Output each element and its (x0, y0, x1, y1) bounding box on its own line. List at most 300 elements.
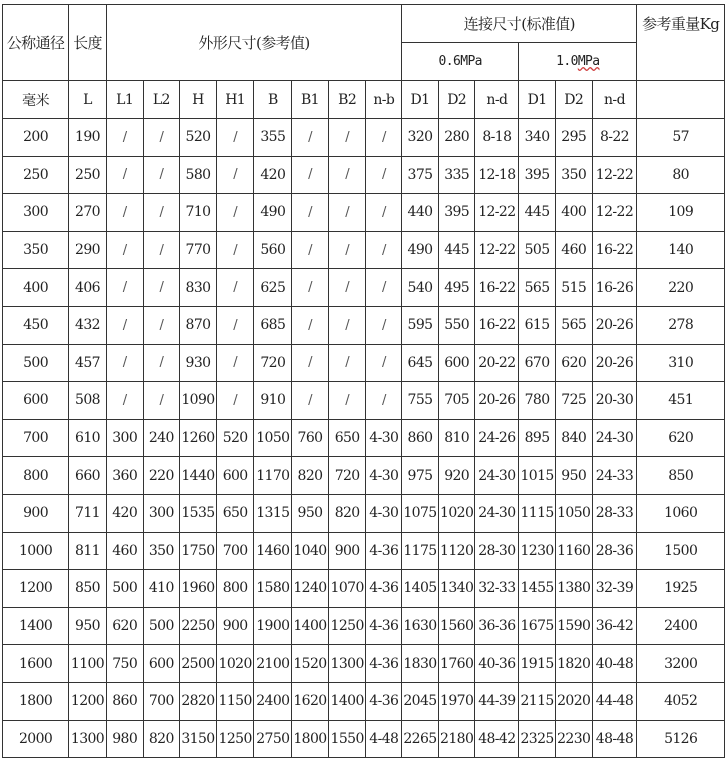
table-cell: 400 (555, 194, 592, 232)
table-cell: 860 (402, 419, 439, 457)
table-cell: 1170 (254, 457, 292, 495)
table-cell: 1675 (519, 607, 556, 645)
table-cell: 620 (637, 419, 725, 457)
table-cell: 550 (438, 306, 475, 344)
table-cell: 2250 (180, 607, 217, 645)
table-cell: 1260 (180, 419, 217, 457)
table-cell: 278 (637, 306, 725, 344)
table-cell: 950 (555, 457, 592, 495)
table-cell: / (216, 382, 254, 420)
table-cell: 457 (69, 344, 107, 382)
table-cell: 1230 (519, 532, 556, 570)
table-cell: / (143, 119, 180, 157)
column-header: H (180, 81, 217, 119)
table-cell: 800 (216, 570, 254, 608)
table-cell: / (143, 382, 180, 420)
table-cell: / (292, 119, 329, 157)
table-cell: 515 (555, 269, 592, 307)
table-cell: 500 (106, 570, 143, 608)
table-row (3, 532, 725, 570)
table-cell: 1550 (328, 720, 366, 758)
table-cell: 1800 (292, 720, 329, 758)
table-cell: 24-33 (592, 457, 637, 495)
table-cell: 975 (402, 457, 439, 495)
table-cell: / (366, 156, 402, 194)
table-cell: / (106, 119, 143, 157)
table-cell: 500 (3, 344, 69, 382)
table-cell: / (328, 231, 366, 269)
table-cell: 900 (216, 607, 254, 645)
table-cell: 445 (438, 231, 475, 269)
table-row (3, 156, 725, 194)
table-cell: 36-42 (592, 607, 637, 645)
table-cell: 870 (180, 306, 217, 344)
table-cell: / (292, 231, 329, 269)
table-cell: 190 (69, 119, 107, 157)
table-cell: / (292, 306, 329, 344)
table-cell: 20-26 (592, 306, 637, 344)
table-cell: / (292, 382, 329, 420)
table-cell: 24-30 (592, 419, 637, 457)
table-cell: 4-30 (366, 457, 402, 495)
table-cell: 44-48 (592, 682, 637, 720)
table-cell: 1300 (328, 645, 366, 683)
table-cell: 700 (3, 419, 69, 457)
table-cell: 595 (402, 306, 439, 344)
table-cell: 350 (143, 532, 180, 570)
header-overall-dims: 外形尺寸(参考值) (106, 5, 401, 81)
table-cell: 1200 (69, 682, 107, 720)
table-cell: 2100 (254, 645, 292, 683)
table-cell: / (292, 156, 329, 194)
table-cell: 1250 (216, 720, 254, 758)
table-cell: 2820 (180, 682, 217, 720)
table-cell: 1455 (519, 570, 556, 608)
table-cell: 505 (519, 231, 556, 269)
table-cell: / (366, 344, 402, 382)
table-cell: 440 (402, 194, 439, 232)
table-cell: 1075 (402, 494, 439, 532)
table-cell: 780 (519, 382, 556, 420)
table-cell: 310 (637, 344, 725, 382)
table-cell: 930 (180, 344, 217, 382)
spec-table (2, 4, 725, 758)
header-pressure-0-6: 0.6MPa (402, 43, 519, 81)
table-row (3, 457, 725, 495)
table-cell: 720 (254, 344, 292, 382)
table-cell: 1020 (216, 645, 254, 683)
table-cell: 406 (69, 269, 107, 307)
table-cell: / (143, 156, 180, 194)
table-cell: 109 (637, 194, 725, 232)
table-cell: 12-22 (592, 156, 637, 194)
table-cell: 1970 (438, 682, 475, 720)
table-cell: 24-26 (475, 419, 519, 457)
table-cell: 1820 (555, 645, 592, 683)
table-cell: 290 (69, 231, 107, 269)
table-cell: 350 (3, 231, 69, 269)
table-cell: 650 (328, 419, 366, 457)
table-cell: 20-26 (475, 382, 519, 420)
table-cell: 240 (143, 419, 180, 457)
table-cell: 820 (292, 457, 329, 495)
table-cell: 57 (637, 119, 725, 157)
table-cell: 1915 (519, 645, 556, 683)
table-cell: / (216, 344, 254, 382)
table-cell: 460 (106, 532, 143, 570)
table-cell: 40-36 (475, 645, 519, 683)
table-cell: 760 (292, 419, 329, 457)
table-cell: 1000 (3, 532, 69, 570)
table-cell: 400 (3, 269, 69, 307)
table-cell: 750 (106, 645, 143, 683)
table-cell: 490 (402, 231, 439, 269)
column-header: D2 (555, 81, 592, 119)
table-cell: 1050 (254, 419, 292, 457)
table-cell: 12-18 (475, 156, 519, 194)
table-cell: / (328, 269, 366, 307)
column-header: B2 (328, 81, 366, 119)
table-cell: 540 (402, 269, 439, 307)
table-cell: 711 (69, 494, 107, 532)
table-cell: 705 (438, 382, 475, 420)
table-cell: 685 (254, 306, 292, 344)
table-cell: 520 (216, 419, 254, 457)
table-cell: 451 (637, 382, 725, 420)
table-cell: 360 (106, 457, 143, 495)
table-cell: 1440 (180, 457, 217, 495)
table-cell: 300 (143, 494, 180, 532)
table-cell: 1620 (292, 682, 329, 720)
table-cell: 700 (216, 532, 254, 570)
table-row (3, 494, 725, 532)
table-row (3, 419, 725, 457)
table-cell: 1050 (555, 494, 592, 532)
table-cell: / (106, 382, 143, 420)
table-cell: 670 (519, 344, 556, 382)
table-cell: 1900 (254, 607, 292, 645)
table-cell: 40-48 (592, 645, 637, 683)
table-cell: / (106, 306, 143, 344)
table-cell: / (106, 269, 143, 307)
table-cell: 300 (3, 194, 69, 232)
table-cell: 445 (519, 194, 556, 232)
table-cell: 660 (69, 457, 107, 495)
table-cell: 12-22 (475, 194, 519, 232)
table-cell: 220 (637, 269, 725, 307)
table-cell: 950 (292, 494, 329, 532)
table-cell: / (216, 156, 254, 194)
table-row (3, 382, 725, 420)
column-header: B (254, 81, 292, 119)
table-cell: 2750 (254, 720, 292, 758)
table-cell: 850 (69, 570, 107, 608)
table-cell: 24-30 (475, 457, 519, 495)
table-cell: 1535 (180, 494, 217, 532)
table-cell: 900 (3, 494, 69, 532)
table-cell: 850 (637, 457, 725, 495)
table-cell: 1150 (216, 682, 254, 720)
table-cell: 5126 (637, 720, 725, 758)
table-cell: 250 (3, 156, 69, 194)
table-cell: 1380 (555, 570, 592, 608)
table-row (3, 720, 725, 758)
table-cell: 820 (328, 494, 366, 532)
table-cell: / (106, 156, 143, 194)
table-cell: 48-42 (475, 720, 519, 758)
table-cell: 36-36 (475, 607, 519, 645)
column-header: n-d (592, 81, 637, 119)
table-cell: / (143, 344, 180, 382)
table-cell: 600 (3, 382, 69, 420)
table-cell: 2115 (519, 682, 556, 720)
table-cell: 32-39 (592, 570, 637, 608)
table-cell: / (216, 119, 254, 157)
table-cell: 625 (254, 269, 292, 307)
table-cell: 4-36 (366, 682, 402, 720)
column-header: 毫米 (3, 81, 69, 119)
table-cell: / (328, 382, 366, 420)
table-cell: 395 (438, 194, 475, 232)
table-row (3, 607, 725, 645)
table-cell: 432 (69, 306, 107, 344)
table-cell: 420 (254, 156, 292, 194)
table-cell: 1400 (328, 682, 366, 720)
table-cell: 420 (106, 494, 143, 532)
column-header: L (69, 81, 107, 119)
table-cell: 520 (180, 119, 217, 157)
column-header-row (3, 81, 725, 119)
table-cell: 220 (143, 457, 180, 495)
table-cell: 1580 (254, 570, 292, 608)
table-cell: 28-30 (475, 532, 519, 570)
table-cell: 8-18 (475, 119, 519, 157)
column-header: B1 (292, 81, 329, 119)
table-cell: / (143, 194, 180, 232)
table-cell: 1400 (292, 607, 329, 645)
table-cell: 1460 (254, 532, 292, 570)
table-cell: / (328, 306, 366, 344)
table-cell: 1100 (69, 645, 107, 683)
table-cell: 600 (216, 457, 254, 495)
table-cell: 4-36 (366, 532, 402, 570)
table-cell: 280 (438, 119, 475, 157)
table-cell: 1175 (402, 532, 439, 570)
table-cell: 20-30 (592, 382, 637, 420)
table-cell: 1040 (292, 532, 329, 570)
table-cell: 565 (519, 269, 556, 307)
table-cell: 28-36 (592, 532, 637, 570)
table-cell: 950 (69, 607, 107, 645)
table-cell: 2180 (438, 720, 475, 758)
table-cell: 1600 (3, 645, 69, 683)
table-cell: 250 (69, 156, 107, 194)
table-cell: 460 (555, 231, 592, 269)
table-cell: / (366, 194, 402, 232)
table-cell: 2500 (180, 645, 217, 683)
table-cell: / (216, 231, 254, 269)
table-cell: 1015 (519, 457, 556, 495)
table-cell: / (366, 269, 402, 307)
table-cell: 840 (555, 419, 592, 457)
table-cell: 340 (519, 119, 556, 157)
table-cell: 1200 (3, 570, 69, 608)
table-cell: / (328, 344, 366, 382)
table-cell: / (106, 344, 143, 382)
table-cell: 620 (555, 344, 592, 382)
table-cell: 200 (3, 119, 69, 157)
table-row (3, 344, 725, 382)
table-cell: 8-22 (592, 119, 637, 157)
table-cell: 830 (180, 269, 217, 307)
table-cell: 1400 (3, 607, 69, 645)
table-cell: / (292, 269, 329, 307)
column-header: n-d (475, 81, 519, 119)
table-cell: 600 (143, 645, 180, 683)
table-cell: 1590 (555, 607, 592, 645)
table-cell: 508 (69, 382, 107, 420)
table-cell: 800 (3, 457, 69, 495)
table-cell: 3150 (180, 720, 217, 758)
table-cell: 615 (519, 306, 556, 344)
table-cell: / (328, 194, 366, 232)
table-cell: 355 (254, 119, 292, 157)
table-cell: 1830 (402, 645, 439, 683)
column-header: H1 (216, 81, 254, 119)
table-cell: 1925 (637, 570, 725, 608)
table-cell: 811 (69, 532, 107, 570)
table-cell: 1405 (402, 570, 439, 608)
table-cell: 375 (402, 156, 439, 194)
table-cell: 580 (180, 156, 217, 194)
table-cell: 610 (69, 419, 107, 457)
table-cell: 1800 (3, 682, 69, 720)
table-cell: 4-36 (366, 645, 402, 683)
table-cell: / (143, 231, 180, 269)
table-cell: 335 (438, 156, 475, 194)
header-nominal-diameter: 公称通径 (3, 5, 69, 81)
table-cell: 16-26 (592, 269, 637, 307)
table-cell: 500 (143, 607, 180, 645)
table-cell: 48-48 (592, 720, 637, 758)
table-cell: 3200 (637, 645, 725, 683)
table-cell: 860 (106, 682, 143, 720)
table-cell: / (366, 382, 402, 420)
table-cell: / (143, 269, 180, 307)
table-cell: 12-22 (592, 194, 637, 232)
table-cell: / (292, 194, 329, 232)
table-cell: / (216, 269, 254, 307)
table-cell: 710 (180, 194, 217, 232)
table-cell: 920 (438, 457, 475, 495)
table-cell: 4-48 (366, 720, 402, 758)
table-cell: / (366, 231, 402, 269)
table-cell: 645 (402, 344, 439, 382)
table-cell: / (328, 156, 366, 194)
table-cell: 44-39 (475, 682, 519, 720)
table-cell: / (216, 194, 254, 232)
table-cell: 1060 (637, 494, 725, 532)
table-cell: 565 (555, 306, 592, 344)
table-cell: 16-22 (475, 269, 519, 307)
table-cell: 700 (143, 682, 180, 720)
table-cell: 28-33 (592, 494, 637, 532)
table-cell: 395 (519, 156, 556, 194)
table-cell: 980 (106, 720, 143, 758)
column-header: L1 (106, 81, 143, 119)
column-header: D2 (438, 81, 475, 119)
table-cell: 1115 (519, 494, 556, 532)
table-cell: 725 (555, 382, 592, 420)
table-cell: 1160 (555, 532, 592, 570)
table-cell: 1340 (438, 570, 475, 608)
table-cell: 1240 (292, 570, 329, 608)
table-row (3, 645, 725, 683)
header-reference-weight: 参考重量Kg (637, 5, 725, 81)
table-cell: 820 (143, 720, 180, 758)
table-cell: / (143, 306, 180, 344)
table-cell: / (106, 231, 143, 269)
table-cell: / (292, 344, 329, 382)
table-cell: / (366, 306, 402, 344)
header-pressure-1-0 (519, 43, 637, 81)
table-cell: 900 (328, 532, 366, 570)
table-cell: 1500 (637, 532, 725, 570)
table-cell: 1520 (292, 645, 329, 683)
table-cell: 410 (143, 570, 180, 608)
table-cell: 4-36 (366, 607, 402, 645)
table-cell: 295 (555, 119, 592, 157)
table-cell: 810 (438, 419, 475, 457)
table-cell: 1090 (180, 382, 217, 420)
table-cell: 1760 (438, 645, 475, 683)
table-cell: 2230 (555, 720, 592, 758)
table-cell: 80 (637, 156, 725, 194)
column-header: n-b (366, 81, 402, 119)
table-cell: 1315 (254, 494, 292, 532)
table-row (3, 269, 725, 307)
table-cell: 1120 (438, 532, 475, 570)
header-connection-dims: 连接尺寸(标准值) (402, 5, 637, 43)
column-header: D1 (402, 81, 439, 119)
pressure-1-0-unit: MPa (577, 54, 600, 69)
table-row (3, 119, 725, 157)
table-cell: 1750 (180, 532, 217, 570)
table-cell: 1070 (328, 570, 366, 608)
column-header: L2 (143, 81, 180, 119)
table-row (3, 570, 725, 608)
table-cell: 16-22 (592, 231, 637, 269)
table-cell: 20-22 (475, 344, 519, 382)
table-cell: 24-30 (475, 494, 519, 532)
table-cell: 895 (519, 419, 556, 457)
table-cell: 1250 (328, 607, 366, 645)
table-cell: 300 (106, 419, 143, 457)
table-cell: 12-22 (475, 231, 519, 269)
table-cell: 560 (254, 231, 292, 269)
column-header: D1 (519, 81, 556, 119)
table-cell: 720 (328, 457, 366, 495)
table-cell: 20-26 (592, 344, 637, 382)
table-cell: / (106, 194, 143, 232)
table-cell: 2325 (519, 720, 556, 758)
table-cell: 140 (637, 231, 725, 269)
table-cell: / (366, 119, 402, 157)
table-cell: 4-30 (366, 419, 402, 457)
column-header (637, 81, 725, 119)
table-cell: / (328, 119, 366, 157)
table-row (3, 194, 725, 232)
